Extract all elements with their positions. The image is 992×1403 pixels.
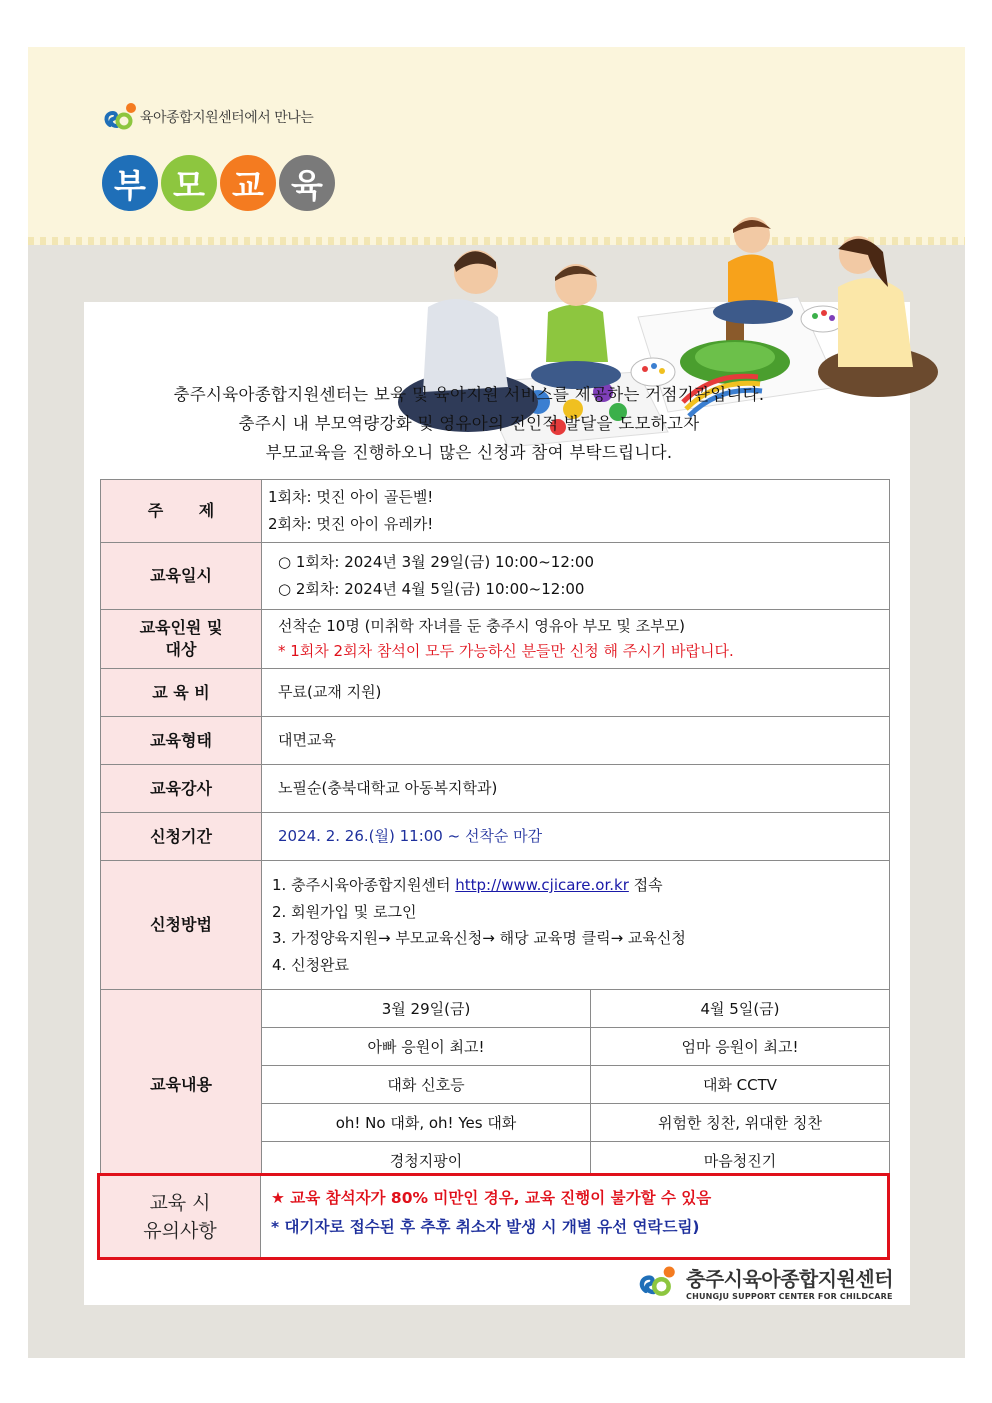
value-period: 2024. 2. 26.(월) 11:00 ~ 선착순 마감 — [262, 813, 890, 861]
value-target — [262, 610, 890, 669]
target-note: * 1회차 2회차 참석이 모두 가능하신 분들만 신청 해 주시기 바랍니다. — [278, 642, 734, 660]
center-logo-icon — [628, 1262, 686, 1302]
value-fee: 무료(교재 지원) — [262, 669, 890, 717]
content-cell: 대화 신호등 — [262, 1066, 591, 1104]
value-format: 대면교육 — [262, 717, 890, 765]
row-target — [101, 610, 890, 669]
method-step-1-text: 1. 충주시육아종합지원센터 — [272, 876, 451, 894]
intro-line-2: 충주시 내 부모역량강화 및 영유아의 전인적 발달을 도모하고자 — [238, 414, 700, 433]
intro-text — [56, 380, 882, 467]
caution-line-1: ★ 교육 참석자가 80% 미만인 경우, 교육 진행이 불가할 수 있음 — [271, 1189, 712, 1207]
footer-text — [686, 1263, 893, 1301]
row-instructor — [101, 765, 890, 813]
caution-label-line-2: 유의사항 — [143, 1219, 217, 1242]
schedule-session-2: ○ 2회차: 2024년 4월 5일(금) 10:00~12:00 — [278, 580, 585, 598]
method-step-1 — [272, 872, 879, 899]
label-schedule: 교육일시 — [101, 543, 262, 610]
row-format — [101, 717, 890, 765]
topic-session-1: 1회차: 멋진 아이 골든벨! — [268, 488, 434, 506]
footer-logo — [628, 1262, 893, 1302]
content-cell: 엄마 응원이 최고! — [591, 1028, 890, 1066]
title-char-4: 육 — [279, 155, 335, 211]
content-cell: 경청지팡이 — [262, 1142, 591, 1180]
page-title — [102, 155, 335, 211]
content-cell: 3월 29일(금) — [262, 990, 591, 1028]
label-target-line-2: 대상 — [165, 640, 197, 659]
label-target — [101, 610, 262, 669]
intro-line-1: 충주시육아종합지원센터는 보육 및 육아지원 서비스를 제공하는 거점기관입니다. — [173, 385, 765, 404]
row-fee — [101, 669, 890, 717]
intro-line-3: 부모교육을 진행하오니 많은 신청과 참여 부탁드립니다. — [265, 443, 673, 462]
label-instructor: 교육강사 — [101, 765, 262, 813]
title-char-2: 모 — [161, 155, 217, 211]
row-topic — [101, 480, 890, 543]
row-method — [101, 861, 890, 990]
footer-center-name: 충주시육아종합지원센터 — [686, 1267, 894, 1291]
value-method — [262, 861, 890, 990]
label-fee: 교 육 비 — [101, 669, 262, 717]
schedule-session-1: ○ 1회차: 2024년 3월 29일(금) 10:00~12:00 — [278, 553, 594, 571]
row-period — [101, 813, 890, 861]
label-format: 교육형태 — [101, 717, 262, 765]
program-info-table — [100, 479, 890, 1180]
caution-label-line-1: 교육 시 — [149, 1191, 211, 1214]
content-cell: oh! No 대화, oh! Yes 대화 — [262, 1104, 591, 1142]
header-subtitle: 육아종합지원센터에서 만나는 — [140, 110, 314, 126]
content-cell: 아빠 응원이 최고! — [262, 1028, 591, 1066]
footer-center-name-en: CHUNGJU SUPPORT CENTER FOR CHILDCARE — [686, 1292, 893, 1301]
content-cell: 4월 5일(금) — [591, 990, 890, 1028]
method-step-2: 2. 회원가입 및 로그인 — [272, 902, 417, 921]
value-instructor: 노필순(충북대학교 아동복지학과) — [262, 765, 890, 813]
title-char-1: 부 — [102, 155, 158, 211]
center-website-link[interactable]: http://www.cjicare.or.kr — [455, 876, 629, 894]
title-char-3: 교 — [220, 155, 276, 211]
target-description: 선착순 10명 (미취학 자녀를 둔 충주시 영유아 부모 및 조부모) — [278, 617, 685, 635]
value-topic — [262, 480, 890, 543]
caution-content — [261, 1176, 721, 1257]
method-step-4: 4. 신청완료 — [272, 955, 350, 974]
content-row — [101, 990, 890, 1028]
value-schedule — [262, 543, 890, 610]
caution-line-2: * 대기자로 접수된 후 추후 취소자 발생 시 개별 유선 연락드림) — [271, 1218, 700, 1236]
label-target-line-1: 교육인원 및 — [139, 618, 223, 637]
label-content: 교육내용 — [101, 990, 262, 1180]
caution-label — [100, 1176, 261, 1257]
label-method: 신청방법 — [101, 861, 262, 990]
header-logo — [102, 99, 313, 135]
content-cell: 마음청진기 — [591, 1142, 890, 1180]
content-cell: 대화 CCTV — [591, 1066, 890, 1104]
topic-session-2: 2회차: 멋진 아이 유레카! — [268, 515, 434, 533]
method-step-1-suffix: 접속 — [633, 876, 663, 894]
content-cell: 위험한 칭찬, 위대한 칭찬 — [591, 1104, 890, 1142]
row-schedule — [101, 543, 890, 610]
center-logo-icon — [102, 99, 138, 135]
caution-box — [97, 1173, 890, 1260]
label-topic: 주 제 — [101, 480, 262, 543]
label-period: 신청기간 — [101, 813, 262, 861]
method-step-3: 3. 가정양육지원→ 부모교육신청→ 해당 교육명 클릭→ 교육신청 — [272, 929, 686, 947]
